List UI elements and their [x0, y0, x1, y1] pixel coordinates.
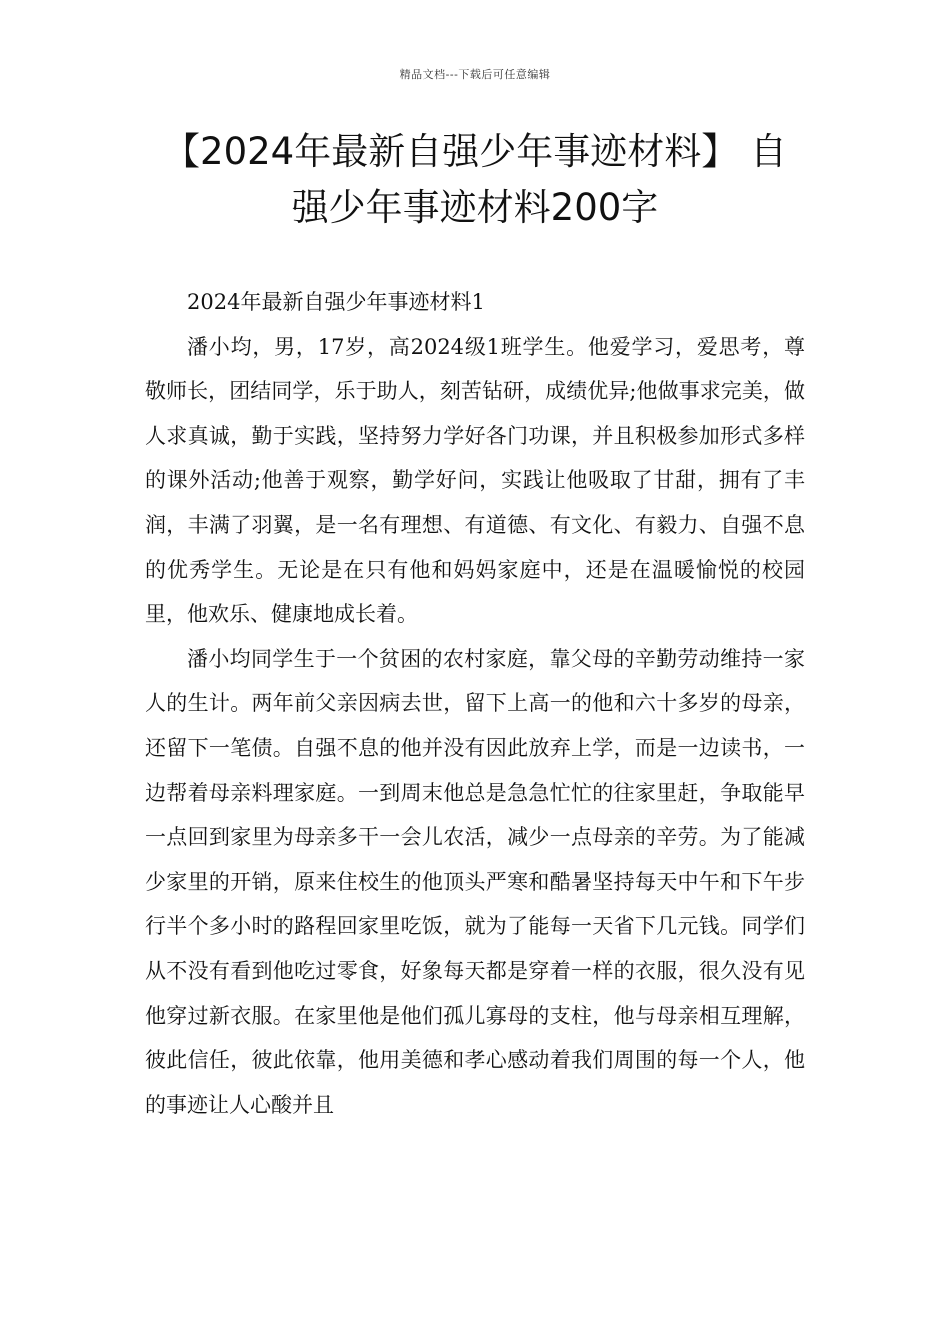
paragraph-1: 潘小均，男，17岁，高2024级1班学生。他爱学习，爱思考，尊敬师长，团结同学，乐于助人，刻苦钻研，成绩优异;他做事求完美，做人求真诚，勤于实践，坚持努力学好各门功课，并且积极参加形式多样的课外活动;他善于观察，勤学好问，实践让他吸取了甘甜，拥有了丰润，丰满了羽翼，是一名有理想、有道德、有文化、有毅力、自强不息的优秀学生。无论是在只有他和妈妈家庭中，还是在温暖愉悦的校园里，他欢乐、健康地成长着。 [145, 334, 805, 627]
title-line-2: 强少年事迹材料200字 [291, 186, 659, 229]
document-title [130, 124, 820, 236]
paragraph-2: 潘小均同学生于一个贫困的农村家庭，靠父母的辛勤劳动维持一家人的生计。两年前父亲因病去世，留下上高一的他和六十多岁的母亲，还留下一笔债。自强不息的他并没有因此放弃上学，而是一边读书，一边帮着母亲料理家庭。一到周末他总是急急忙忙的往家里赶，争取能早一点回到家里为母亲多干一会儿农活，减少一点母亲的辛劳。为了能减少家里的开销，原来住校生的他顶头严寒和酷暑坚持每天中午和下午步行半个多小时的路程回家里吃饭，就为了能每一天省下几元钱。同学们从不没有看到他吃过零食，好象每天都是穿着一样的衣服，很久没有见他穿过新衣服。在家里他是他们孤儿寡母的支柱，他与母亲相互理解，彼此信任，彼此依靠，他用美德和孝心感动着我们周围的每一个人，他的事迹让人心酸并且 [145, 646, 805, 1117]
document-body [145, 280, 805, 1127]
header-note: 精品文档---下载后可任意编辑 [399, 68, 551, 81]
title-line-1: 【2024年最新自强少年事迹材料】 自 [163, 130, 787, 173]
section-subtitle: 2024年最新自强少年事迹材料1 [187, 290, 485, 314]
